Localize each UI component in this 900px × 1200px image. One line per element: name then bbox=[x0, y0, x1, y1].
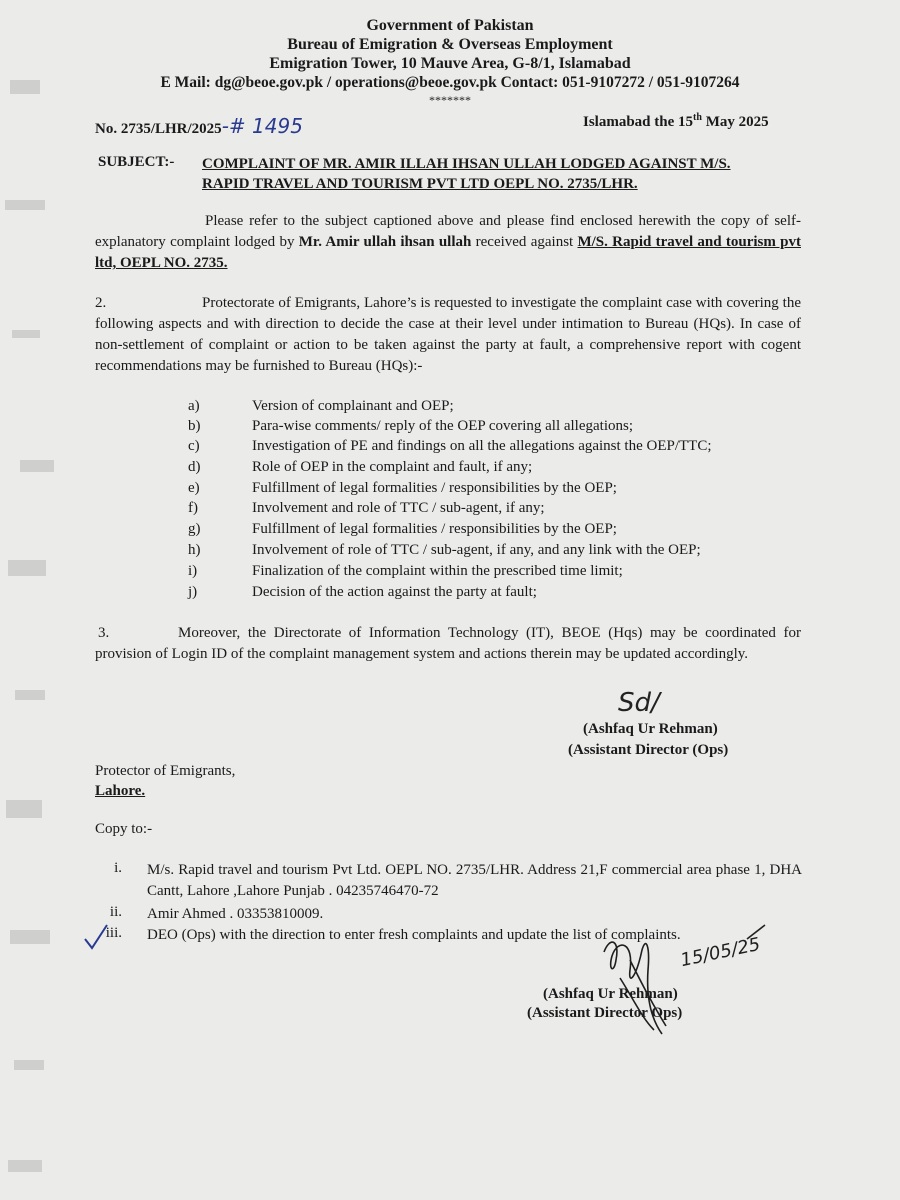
copy-to-label: Copy to:- bbox=[95, 821, 153, 837]
list-item: b) Para-wise comments/ reply of the OEP covering all allegations; bbox=[188, 418, 634, 434]
addressee-line-2: Lahore. bbox=[95, 783, 146, 799]
letterhead-contact: E Mail: dg@beoe.gov.pk / operations@beoe.gov.pk Contact: 051-9107272 / 051-9107264 bbox=[160, 74, 740, 91]
signatory-2-name: (Ashfaq Ur Rehman) bbox=[543, 986, 678, 1002]
para3-number: 3. bbox=[98, 625, 110, 641]
reference-number-text: No. 2735/LHR/2025 bbox=[95, 121, 222, 137]
paragraph-3: Moreover, the Directorate of Information Technology (IT), BEOE (Hqs) may be coordinated for provision of Login ID of the complaint management system and actions therein may be updated accordingly. bbox=[95, 625, 801, 662]
para1-complainant: Mr. Amir ullah ihsan ullah bbox=[298, 234, 472, 250]
list-item: a) Version of complainant and OEP; bbox=[188, 398, 454, 414]
check-mark-icon bbox=[82, 922, 110, 952]
list-item: g) Fulfillment of legal formalities / responsibilities by the OEP; bbox=[188, 521, 617, 537]
letterhead-line-2: Bureau of Emigration & Overseas Employment bbox=[287, 36, 613, 53]
para2-number: 2. bbox=[95, 295, 107, 311]
para1-text-middle: received against bbox=[471, 234, 578, 250]
date-suffix-th: th bbox=[693, 112, 702, 123]
signature-sd-mark: Sd/ bbox=[618, 688, 660, 718]
addressee-line-1: Protector of Emigrants, bbox=[95, 763, 236, 779]
list-item: d) Role of OEP in the complaint and fault, if any; bbox=[188, 459, 533, 475]
letter-date bbox=[583, 112, 769, 131]
letterhead-separator: ******* bbox=[429, 93, 471, 107]
list-item: j) Decision of the action against the party at fault; bbox=[188, 584, 537, 600]
signatory-name: (Ashfaq Ur Rehman) bbox=[583, 721, 718, 737]
paragraph-2: Protectorate of Emigrants, Lahore’s is requested to investigate the complaint case with covering the following aspects and with direction to decide the case at their level under intimation to Bureau (HQs). In case of non-settlement of complaint or action to be taken against the party at fault, a comprehensive report with cogent recommendations may be furnished to Bureau (HQs):- bbox=[95, 295, 801, 374]
handwritten-date: 15/05/25 bbox=[678, 933, 763, 972]
subject-label: SUBJECT:- bbox=[98, 154, 175, 170]
handwritten-signature-icon bbox=[590, 930, 700, 1040]
list-item: i) Finalization of the complaint within the prescribed time limit; bbox=[188, 563, 623, 579]
paragraph-1 bbox=[95, 211, 801, 274]
list-item: e) Fulfillment of legal formalities / responsibilities by the OEP; bbox=[188, 480, 617, 496]
list-item: c) Investigation of PE and findings on all the allegations against the OEP/TTC; bbox=[188, 438, 712, 454]
subject-line-2: RAPID TRAVEL AND TOURISM PVT LTD OEPL NO. 2735/LHR. bbox=[202, 176, 638, 192]
para1-text-before: Please refer to the subject captioned above and please find enclosed herewith the copy of self-explanatory complaint lodged by bbox=[95, 213, 801, 250]
reference-number bbox=[95, 114, 303, 138]
subject-line-1: COMPLAINT OF MR. AMIR ILLAH IHSAN ULLAH LODGED AGAINST M/S. bbox=[202, 156, 731, 172]
handwritten-diary-number: -# 1495 bbox=[221, 114, 303, 138]
letterhead-line-1: Government of Pakistan bbox=[366, 17, 534, 34]
signatory-2-designation: (Assistant Director Ops) bbox=[527, 1005, 683, 1021]
signatory-designation: (Assistant Director (Ops) bbox=[568, 742, 729, 758]
letterhead-line-3: Emigration Tower, 10 Mauve Area, G-8/1, Islamabad bbox=[269, 55, 631, 72]
list-item: h) Involvement of role of TTC / sub-agent, if any, and any link with the OEP; bbox=[188, 542, 701, 558]
date-prefix: Islamabad the 15 bbox=[583, 114, 694, 130]
date-month-year: May 2025 bbox=[701, 114, 769, 130]
list-item: f) Involvement and role of TTC / sub-agent, if any; bbox=[188, 500, 545, 516]
subject-text bbox=[202, 154, 731, 194]
para1-party: M/S. Rapid travel and tourism pvt ltd, OEPL NO. 2735. bbox=[95, 234, 801, 271]
document-page: Government of Pakistan Bureau of Emigration & Overseas Employment Emigration Tower, 10 Mauve Area, G-8/1, Islamabad E Mail: dg@beoe.gov.pk / operations@beoe.gov.pk Contact: 051-9107272 / 051-9107264 ******* No. 2735/LHR/2025-# 1495 Islamabad the 15th May 2025 SUBJECT:- COMPLAINT OF MR. AMIR ILLAH IHSAN ULLAH LODGED AGAINST M/S. RAPID TRAVEL AND TOURISM PVT LTD OEPL NO. 2735/LHR. Please refer to the subject captioned above and please find enclosed herewith the copy of self-explanatory complaint lodged by Mr. Amir ullah ihsan ullah received against M/S. Rapid travel and tourism pvt ltd, OEPL NO. 2735. 2. Protectorate of Emigrants, Lahore’s is requested to investigate the complaint case with covering the following aspects and with direction to decide the case at their level under intimation to Bureau (HQs). In case of non-settlement of complaint or action to be taken against the party at fault, a comprehensive report with cogent recommendations may be furnished to Bureau (HQs):- a) Version of complainant and OEP; b) Para-wise comments/ reply of the OEP covering all allegations; c) Investigation of PE and findings on all the allegations against the OEP/TTC; d) Role of OEP in the complaint and fault, if any; e) Fulfillment of legal formalities / responsibilities by the OEP; f) Involvement and role of TTC / sub-agent, if any; g) Fulfillment of legal formalities / responsibilities by the OEP; h) Involvement of role of TTC / sub-agent, if any, and any link with the OEP; i) Finalization of the complaint within the prescribed time limit; j) Decision of the action against the party at fault; 3. Moreover, the Directorate of Information Technology (IT), BEOE (Hqs) may be coordinated for provision of Login ID of the complaint management system and actions therein may be updated accordingly. Sd/ (Ashfaq Ur Rehman) (Assistant Director (Ops) Protector of Emigrants, Lahore. Copy to:- i. M/s. Rapid travel and tourism Pvt Ltd. OEPL NO. 2735/LHR. Address 21,F commercial area phase 1, DHA Cantt, Lahore ,Lahore Punjab . 04235746470-72 ii. Amir Ahmed . 03353810009. iii. DEO (Ops) with the direction to enter fresh complaints and update the list of complaints. (Ashfaq Ur Rehman) (Assistant Director Ops) 15/05/25 bbox=[0, 0, 900, 1200]
